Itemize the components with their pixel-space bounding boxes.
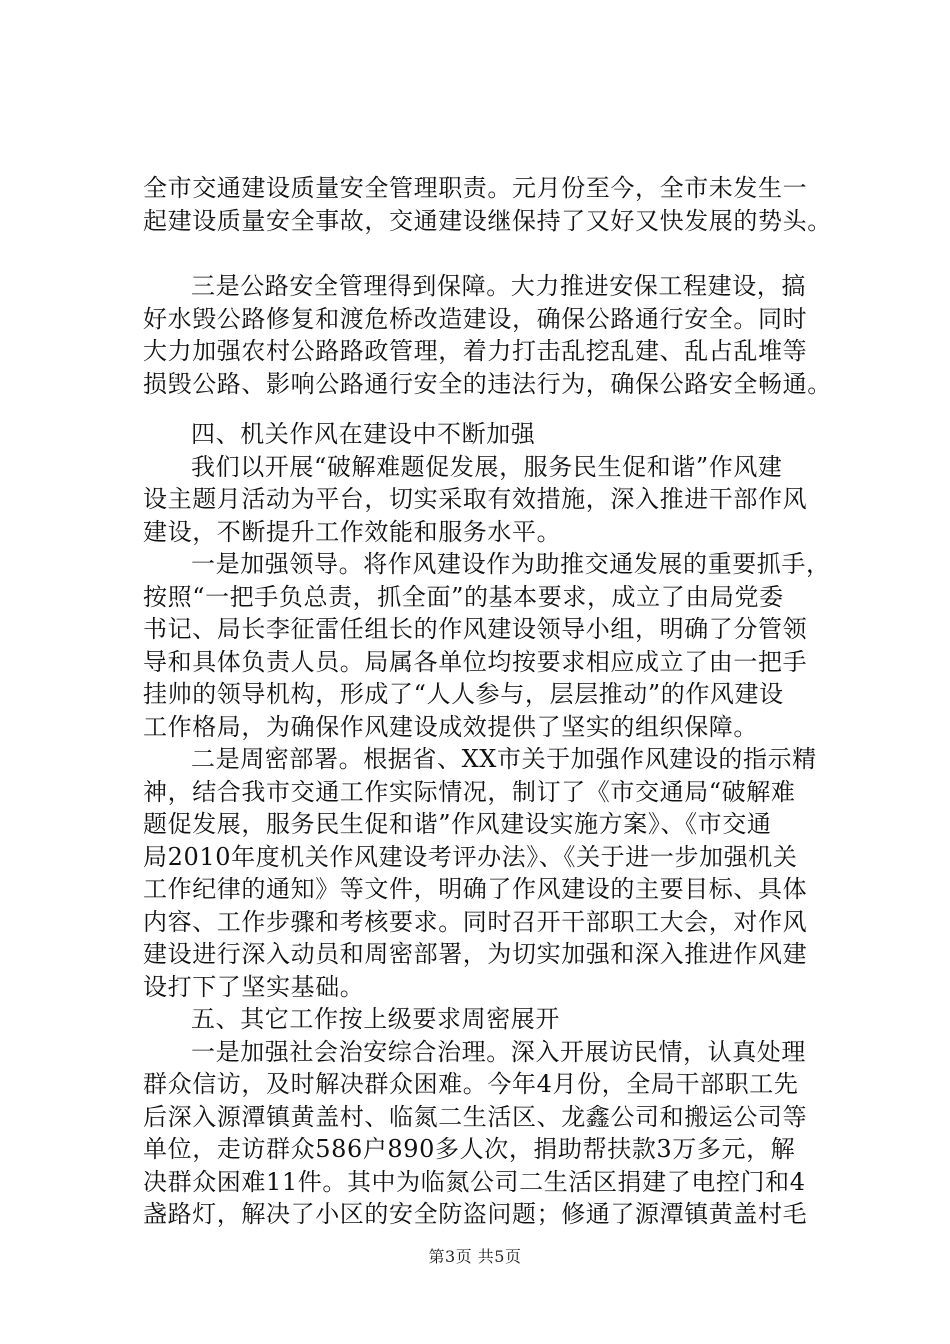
text-line: 工作格局，为确保作风建设成效提供了坚实的组织保障。: [143, 712, 758, 741]
text-line: 三是公路安全管理得到保障。大力推进安保工程建设，搞: [191, 272, 806, 300]
text-line: 工作纪律的通知》等文件，明确了作风建设的主要目标、具体: [143, 875, 808, 903]
text-line: 神，结合我市交通工作实际情况，制订了《市交通局“破解难: [143, 777, 796, 806]
text-line: 导和具体负责人员。局属各单位均按要求相应成立了由一把手: [143, 647, 808, 676]
paragraph-quality-safety: [143, 172, 843, 237]
text-line: 局2010年度机关作风建设考评办法》、《关于进一步加强机关: [143, 842, 798, 871]
text-line: 起建设质量安全事故，交通建设继保持了又好又快发展的势头。: [143, 206, 832, 235]
text-line: 一是加强社会治安综合治理。深入开展访民情，认真处理: [191, 1037, 806, 1066]
text-line: 盏路灯，解决了小区的安全防盗问题；修通了源潭镇黄盖村毛: [143, 1200, 808, 1228]
text-line: 后深入源潭镇黄盖村、临氮二生活区、龙鑫公司和搬运公司等: [143, 1102, 808, 1131]
text-line: 书记、局长李征雷任组长的作风建设领导小组，明确了分管领: [143, 615, 808, 643]
text-line: 二是周密部署。根据省、XX市关于加强作风建设的指示精: [191, 745, 817, 773]
text-line: 决群众困难11件。其中为临氮公司二生活区捐建了电控门和4: [143, 1167, 806, 1196]
text-line: 题促发展，服务民生促和谐”作风建设实施方案》、《市交通: [143, 810, 772, 838]
page-number: 第3页 共5页: [428, 1247, 522, 1266]
text-line: 损毁公路、影响公路通行安全的违法行为，确保公路安全畅通。: [143, 369, 832, 398]
text-line: 按照“一把手负总责，抓全面”的基本要求，成立了由局党委: [143, 582, 784, 611]
text-line: 一是加强领导。将作风建设作为助推交通发展的重要抓手，: [191, 550, 831, 578]
text-line: 设主题月活动为平台，切实采取有效措施，深入推进干部作风: [143, 485, 808, 513]
text-line: 群众信访，及时解决群众困难。今年4月份，全局干部职工先: [143, 1070, 799, 1098]
text-line: 大力加强农村公路路政管理，着力打击乱挖乱建、乱占乱堆等: [143, 337, 808, 365]
document-body: [143, 418, 843, 1231]
text-line: 建设，不断提升工作效能和服务水平。: [143, 517, 562, 546]
paragraph-road-safety: [143, 270, 843, 400]
text-line: 设打下了坚实基础。: [143, 972, 365, 1001]
text-line: 内容、工作步骤和考核要求。同时召开干部职工大会，对作风: [143, 907, 808, 936]
text-line: 我们以开展“破解难题促发展，服务民生促和谐”作风建: [191, 452, 783, 481]
text-line: 四、机关作风在建设中不断加强: [191, 420, 536, 448]
text-line: 好水毁公路修复和渡危桥改造建设，确保公路通行安全。同时: [143, 304, 808, 333]
text-line: 全市交通建设质量安全管理职责。元月份至今，全市未发生一: [143, 174, 808, 202]
text-line: 单位，走访群众586户890多人次，捐助帮扶款3万多元，解: [143, 1135, 796, 1163]
text-line: 建设进行深入动员和周密部署，为切实加强和深入推进作风建: [143, 940, 808, 968]
text-line: 挂帅的领导机构，形成了“人人参与，层层推动”的作风建设: [143, 680, 784, 708]
text-line: 五、其它工作按上级要求周密展开: [191, 1005, 560, 1033]
